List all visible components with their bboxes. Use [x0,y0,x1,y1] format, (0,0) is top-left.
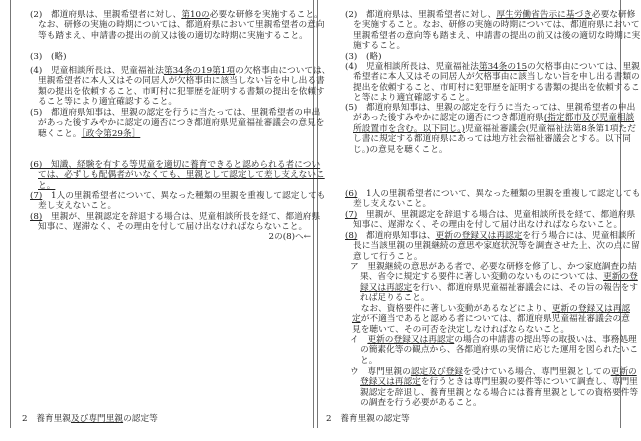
text-line [350,356,617,366]
text-segment: 意して行うこと。 [353,251,423,262]
text-segment: の場合の申請書の提出等の取扱いは、事務処理 [454,335,637,345]
text-segment: イ [350,335,368,345]
underlined-change-text: 第10の [181,10,210,20]
text-line [350,335,637,345]
paragraph-new-8-u [350,367,638,409]
section-heading [326,414,598,424]
text-segment: と。 [360,355,378,366]
paragraph-new-4 [345,62,640,104]
text-segment: なお、資格要件に著しい変動があるなどにより、 [352,304,552,314]
text-line [345,72,640,83]
text-line [30,232,311,242]
text-line [350,377,638,388]
text-line [345,10,636,20]
underlined-change-text: 更新の登録又は再認定 [435,231,523,241]
underlined-change-text: (7) [345,210,358,220]
text-line [30,191,326,201]
paragraph-new-8-a [350,262,638,304]
text-line [30,212,321,222]
text-segment: 都道府県知事は、 [357,231,436,241]
text-segment: の欠格事由については、 [235,66,331,76]
text-line [30,31,311,41]
text-line [345,241,640,252]
text-segment: 里親希望者の意向等も踏まえ、申請書の提出の前又は後の適切な時期に実 [353,30,641,41]
text-segment: の簡素化等の観点から、各都道府県の実情に応じた運用を図られたいこ [360,345,638,356]
text-segment: 差し支えないこと。 [38,201,117,212]
text-line [345,82,640,93]
text-line [350,293,617,303]
underlined-change-text: (8) [345,231,358,241]
text-line [350,367,637,377]
note-text [352,304,630,335]
text-line [30,52,311,62]
text-line [350,398,617,408]
underlined-change-text: 認定及び登録 [410,367,463,377]
text-line [30,170,325,181]
text-line [345,189,641,199]
text-segment: (5) 都道府県知事は、里親の認定を行うに当たっては、里親希望者の申出 [345,103,636,113]
text-segment: 見を聴いて、その可否を決定しなければならないこと。 [352,324,570,335]
text-segment: (5) 都道府県知事は、里親の認定を行うに当たっては、里親希望者の申出 [30,108,321,118]
text-segment: を受けている場合、専門里親としての [462,367,611,377]
text-segment: じ。)の意見を聴くこと。 [353,144,448,155]
underlined-change-text: 更新の登録又は再認定 [367,335,455,345]
text-segment: (3) (略) [30,52,67,62]
underlined-change-text: 及び専門里親 [70,414,124,424]
text-segment: (4) 児童相談所長は、児童福祉法 [30,66,164,76]
text-segment: があった後すみやかに認定の適否につき都道府県児童福祉審議会の意見を [38,118,325,129]
text-segment: ア 里親継続の意思がある者で、必要な研修を修了し、かつ家庭調査の結 [350,262,637,272]
underlined-change-text: 登録又は再認定 [360,377,421,388]
text-line [345,145,617,155]
underlined-change-text: 録又は再認定 [360,282,413,293]
paragraph-new-7 [345,210,636,231]
text-segment: 知事に、遅滞なく、その理由を付して届け出なければならないこと。 [38,222,308,233]
text-line [345,134,631,145]
text-line [352,304,630,314]
paragraph-new-2 [345,10,641,52]
text-segment: 1人の里親希望者について、異なった種類の里親を重複して認定しても [42,191,326,201]
text-line [345,123,636,134]
underlined-change-text: 更新の登 [603,272,638,283]
text-segment: が不適当であると認める者については、都道府県児童福祉審議会の意 [360,314,630,325]
paragraph-new-6 [345,189,641,210]
text-line [30,201,311,211]
text-line [30,86,325,97]
text-line [350,387,638,398]
underlined-change-text: 第34条の19第1項 [163,66,236,76]
text-segment: (2) 都道府県は、里親希望者に対し、 [30,10,182,20]
text-line [345,210,636,220]
text-line [352,325,617,335]
text-segment: 聴くこと。 [38,128,82,139]
note-text [30,232,311,242]
paragraph-new-5 [345,103,636,155]
underlined-change-text: (6) 知識、経験を有する等児童を適切に養育できると認められる者につい [30,160,321,170]
text-segment: 里親希望者に本人又はその同居人が欠格事由に該当しない旨を申し出る書 [38,76,325,87]
text-line [345,199,617,209]
underlined-change-text: (指定都市及び児童相談 [543,113,635,124]
text-segment: 里親が、里親認定を辞退する場合は、児童相談所長を経て、都道府県 [357,210,636,220]
text-segment: 提出を依頼すること、市町村に犯罪歴を証明する書類の提出を依頼するこ [353,82,640,93]
text-segment: (4) 児童相談所長は、児童福祉法 [345,62,479,72]
text-line [350,262,637,272]
text-segment: れば足りること。 [360,293,430,304]
text-line [345,252,617,262]
underlined-change-text: 所設置市を含む。以下同じ。) [353,123,465,134]
text-segment: (2) 都道府県は、里親希望者に対し、 [345,10,497,20]
paragraph-new-3 [345,52,617,62]
text-line [345,20,640,31]
paragraph-old-6 [30,160,325,191]
text-segment: ウ 専門里親の [350,367,411,377]
text-line [30,118,325,129]
text-segment: 果、省令に規定する要件に著しい変動のないものについては、 [360,272,604,283]
text-line [22,414,303,424]
text-segment: を行い、都道府県児童福祉審議会には、その旨の報告をす [412,282,638,293]
text-segment: を行うときは専門里親の要件等について調査し、専門里 [420,377,638,388]
text-line [30,10,323,20]
text-line [30,66,331,76]
text-line [345,62,640,72]
text-segment: 2の(8)へ← [268,232,311,242]
text-segment: の調査を行う必要があること。 [360,398,482,409]
text-line [352,314,630,325]
paragraph-old-3 [30,52,311,62]
text-segment: と等により適宜確認すること。 [353,93,475,104]
text-segment: 2 養育里親の認定等 [326,414,410,424]
text-segment: の認定等 [123,414,158,424]
text-segment: し書に規定する都道府県にあっては地方社会福祉審議会とする。以下同 [353,134,631,145]
text-line [30,20,325,31]
text-line [30,181,311,191]
section-heading [22,414,303,424]
text-segment: 1人の里親希望者について、異なった種類の里親を重複して認定しても [357,189,641,199]
paragraph-old-7 [30,191,326,212]
text-line [30,97,311,107]
paragraph-old-2 [30,10,325,41]
text-segment: 必要な研修を実施すること。 [209,10,323,20]
underlined-change-text: (7) [30,191,43,201]
text-segment: を行う場合には、児童相談所 [522,231,636,241]
text-line [345,30,641,41]
text-segment: を実施すること。なお、研修の実施の時期については、都道府県において [353,20,640,31]
text-segment: 類の提出を依頼すること、市町村に犯罪歴を証明する書類の提出を依頼す [38,86,325,97]
text-line [30,160,321,170]
underlined-change-text: と。 [38,180,56,191]
text-line [350,282,638,293]
text-segment: (3) (略) [345,52,382,62]
underlined-change-text: 定 [352,314,361,325]
text-segment: 希望者に本人又はその同居人が欠格事由に該当しない旨を申し出る書類の [353,72,640,83]
text-segment: があった後すみやかに認定の適否につき都道府県 [353,113,544,124]
text-line [345,41,617,51]
text-segment: 児童福祉審議会(児童福祉法第8条第1項ただ [464,123,636,134]
text-line [345,220,623,231]
paragraph-new-8 [345,231,640,262]
paragraph-old-8 [30,212,321,233]
text-segment: 施すること。 [353,41,406,52]
text-segment: 等も踏まえ、申請書の提出の前又は後の適切な時期に実施すること。 [38,30,308,41]
text-segment: 長に当該里親の里親継続の意思や家庭状況等を調査させた上、次の点に留 [353,241,640,252]
underlined-change-text: 第34条の15 [478,62,528,72]
paragraph-old-4 [30,66,331,108]
paragraph-new-8-i [350,335,638,366]
text-line [345,231,636,241]
text-segment: 2 養育里親 [22,414,71,424]
text-line [30,129,311,139]
text-segment: 親認定を辞退し、養育里親となる場合には養育里親としての資格要件等 [360,387,638,398]
text-line [345,52,617,62]
text-segment: 里親が、里親認定を辞退する場合は、児童相談所長を経て、都道府県 [42,212,321,222]
text-line [30,108,321,118]
text-segment: なお、研修の実施の時期については、都道府県において里親希望者の意向 [38,20,325,31]
underlined-change-text: (8) [30,212,43,222]
text-line [350,345,638,356]
text-segment: 知事に、遅滞なく、その理由を付して届け出なければならないこと。 [353,220,623,231]
left-column-border [10,0,11,428]
text-segment: 差し支えないこと。 [353,199,432,210]
text-segment: の欠格事由については、里親 [527,62,640,72]
underlined-change-text: 更新の登録又は再認 [551,304,630,314]
underlined-change-text: 厚生労働省告示に基づき [496,10,592,20]
underlined-change-text: (6) [345,189,358,199]
text-line [326,414,598,424]
text-segment: 必要な研修 [591,10,636,20]
text-line [30,76,325,87]
underlined-change-text: ［政令第29条］ [81,128,141,139]
paragraph-old-5 [30,108,325,139]
underlined-change-text: ては、必ずしも配偶者がいなくても、里親として認定して差し支えないこ [38,170,325,181]
text-line [350,272,638,283]
text-line [345,103,636,113]
text-segment: ること等により適宜確認すること。 [38,97,177,108]
underlined-change-text: 更新の [610,367,637,377]
text-line [345,113,635,124]
